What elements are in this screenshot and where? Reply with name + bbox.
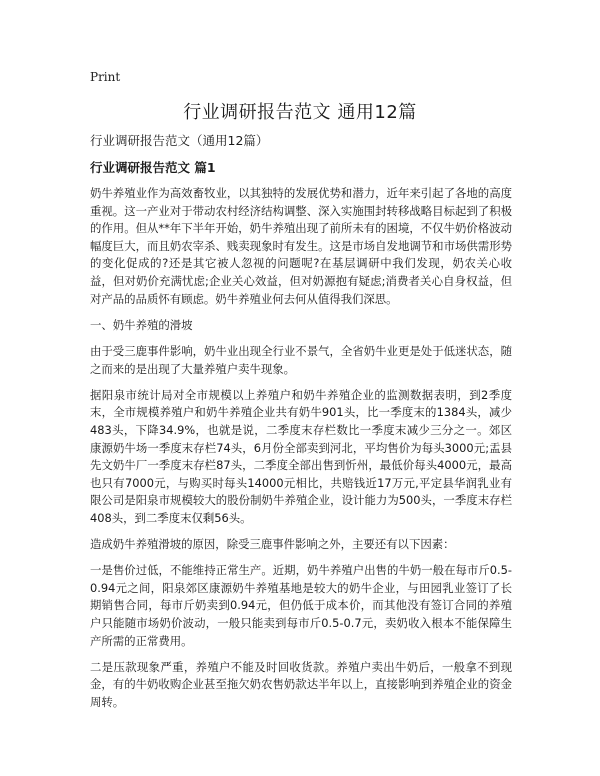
document-title: 行业调研报告范文 通用12篇 xyxy=(183,102,417,123)
print-link[interactable]: Print xyxy=(90,70,121,84)
section-heading: 行业调研报告范文 篇1 xyxy=(90,160,216,175)
paragraph-intro: 奶牛养殖业作为高效畜牧业，以其独特的发展优势和潜力，近年来引起了各地的高度重视。这一产业对于带动农村经济结构调整、深入实施围封转移战略目标起到了积极的作用。但从**年下半年开始，奶牛养殖出现了前所未有的困境，不仅牛奶价格波动幅度巨大，而且奶农宰杀、贱卖现象时有发生。这是市场自发地调节和市场供需形势的变化促成的?还是其它被人忽视的问题呢?在基层调研中我们发现，奶农关心收益，但对奶价充满忧虑;企业关心效益，但对奶源抱有疑虑;消费者关心自身权益，但对产品的品质怀有顾虑。奶牛养殖业何去何从值得我们深思。 xyxy=(90,186,512,306)
paragraph-heading-decline: 一、奶牛养殖的滑坡 xyxy=(90,317,193,332)
paragraph-low-price: 一是售价过低，不能维持正常生产。近期，奶牛养殖户出售的牛奶一般在每市斤0.5-0.94元之间，阳泉郊区康源奶牛养殖基地是较大的奶牛企业，与田园乳业签订了长期销售合同，每市斤奶卖到0.94元，但仍低于成本价，而其他没有签订合同的养殖户只能随市场奶价波动，一般只能卖到每市斤0.5-0.7元，卖奶收入根本不能保障生产所需的正常费用。 xyxy=(90,563,512,648)
document-body xyxy=(90,132,512,720)
document-subtitle: 行业调研报告范文（通用12篇） xyxy=(90,133,269,148)
paragraph-causes: 造成奶牛养殖滑坡的原因，除受三鹿事件影响之外，主要还有以下因素： xyxy=(90,537,455,552)
paragraph-sanlu-impact: 由于受三鹿事件影响，奶牛业出现全行业不景气，全省奶牛业更是处于低迷状态，随之而来的是出现了大量养殖户卖牛现象。 xyxy=(90,343,512,376)
paragraph-statistics: 据阳泉市统计局对全市规模以上养殖户和奶牛养殖企业的监测数据表明，到2季度末，全市规模养殖户和奶牛养殖企业共有奶牛901头，比一季度末的1384头，减少483头，下降34.9%，也就是说，二季度末存栏数比一季度末减少三分之一。郊区康源奶牛场一季度末存栏74头，6月份全部卖到河北，平均售价为每头3000元;盂县先文奶牛厂一季度末存栏87头，二季度全部出售到忻州，最低价每头4000元，最高也只有7000元，与购买时每头14000元相比，共赔钱近17万元,平定县华润乳业有限公司是阳泉市规模较大的股份制奶牛养殖企业，设计能力为500头，一季度末存栏408头，到二季度末仅剩56头。 xyxy=(90,387,512,525)
paragraph-payment-delay: 二是压款现象严重，养殖户不能及时回收货款。养殖户卖出牛奶后，一般拿不到现金，有的牛奶收购企业甚至拖欠奶农售奶款达半年以上，直接影响到养殖企业的资金周转。 xyxy=(90,659,512,709)
